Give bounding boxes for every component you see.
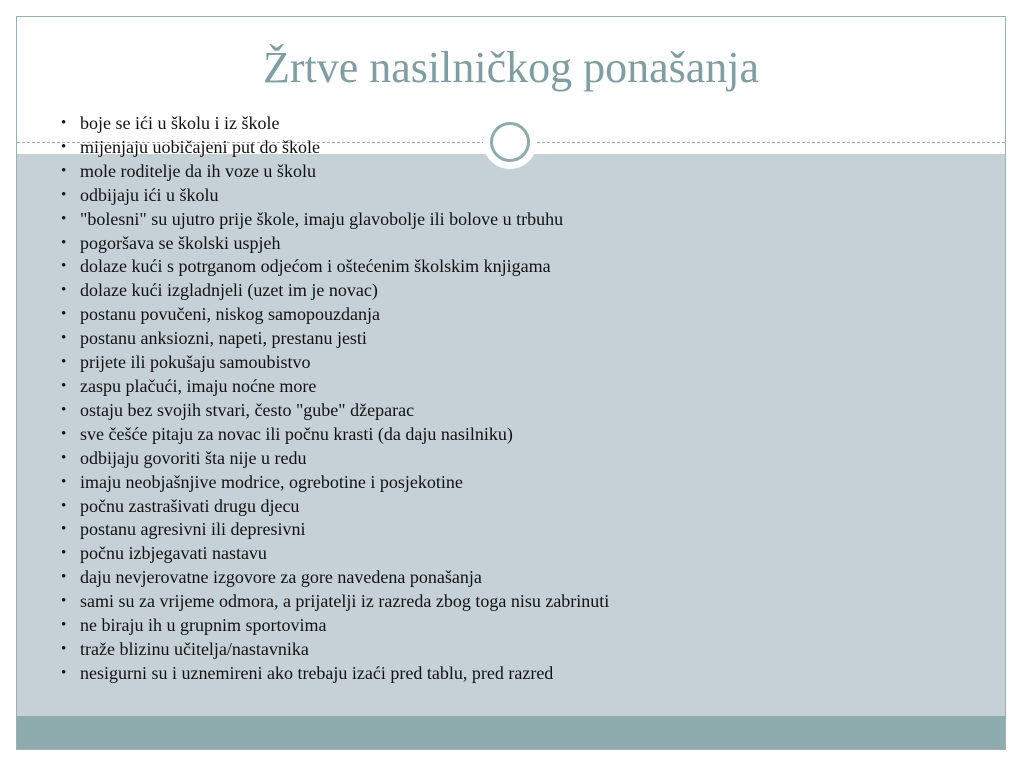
- bullet-item: • pogoršava se školski uspjeh: [61, 232, 609, 256]
- bullet-item: • mole roditelje da ih voze u školu: [61, 160, 609, 184]
- bullet-item: • mijenjaju uobičajeni put do škole: [61, 136, 609, 160]
- bullet-list: [61, 112, 609, 686]
- bullet-item: • ne biraju ih u grupnim sportovima: [61, 614, 609, 638]
- bullet-item: • počnu izbjegavati nastavu: [61, 542, 609, 566]
- bullet-item: • dolaze kući s potrganom odjećom i oštećenim školskim knjigama: [61, 255, 609, 279]
- bullet-item: • postanu povučeni, niskog samopouzdanja: [61, 303, 609, 327]
- bullet-item: • daju nevjerovatne izgovore za gore navedena ponašanja: [61, 566, 609, 590]
- slide-title: Žrtve nasilničkog ponašanja: [262, 43, 760, 92]
- bullet-item: • sve češće pitaju za novac ili počnu krasti (da daju nasilniku): [61, 423, 609, 447]
- bullet-item: • nesigurni su i uznemireni ako trebaju izaći pred tablu, pred razred: [61, 662, 609, 686]
- bullet-item: • odbijaju ići u školu: [61, 184, 609, 208]
- bullet-item: • zaspu plačući, imaju noćne more: [61, 375, 609, 399]
- bullet-item: • odbijaju govoriti šta nije u redu: [61, 447, 609, 471]
- bullet-item: • ostaju bez svojih stvari, često "gube" džeparac: [61, 399, 609, 423]
- bullet-item: • imaju neobjašnjive modrice, ogrebotine i posjekotine: [61, 471, 609, 495]
- bullet-item: • počnu zastrašivati drugu djecu: [61, 495, 609, 519]
- bullet-item: • sami su za vrijeme odmora, a prijatelji iz razreda zbog toga nisu zabrinuti: [61, 590, 609, 614]
- bullet-item: • postanu anksiozni, napeti, prestanu jesti: [61, 327, 609, 351]
- bullet-item: • dolaze kući izgladnjeli (uzet im je novac): [61, 279, 609, 303]
- bullet-item: • boje se ići u školu i iz škole: [61, 112, 609, 136]
- slide: [16, 16, 1006, 750]
- bullet-item: • prijete ili pokušaju samoubistvo: [61, 351, 609, 375]
- bullet-item: • postanu agresivni ili depresivni: [61, 518, 609, 542]
- footer-band: [17, 716, 1005, 750]
- bullet-item: • "bolesni" su ujutro prije škole, imaju glavobolje ili bolove u trbuhu: [61, 208, 609, 232]
- bullet-item: • traže blizinu učitelja/nastavnika: [61, 638, 609, 662]
